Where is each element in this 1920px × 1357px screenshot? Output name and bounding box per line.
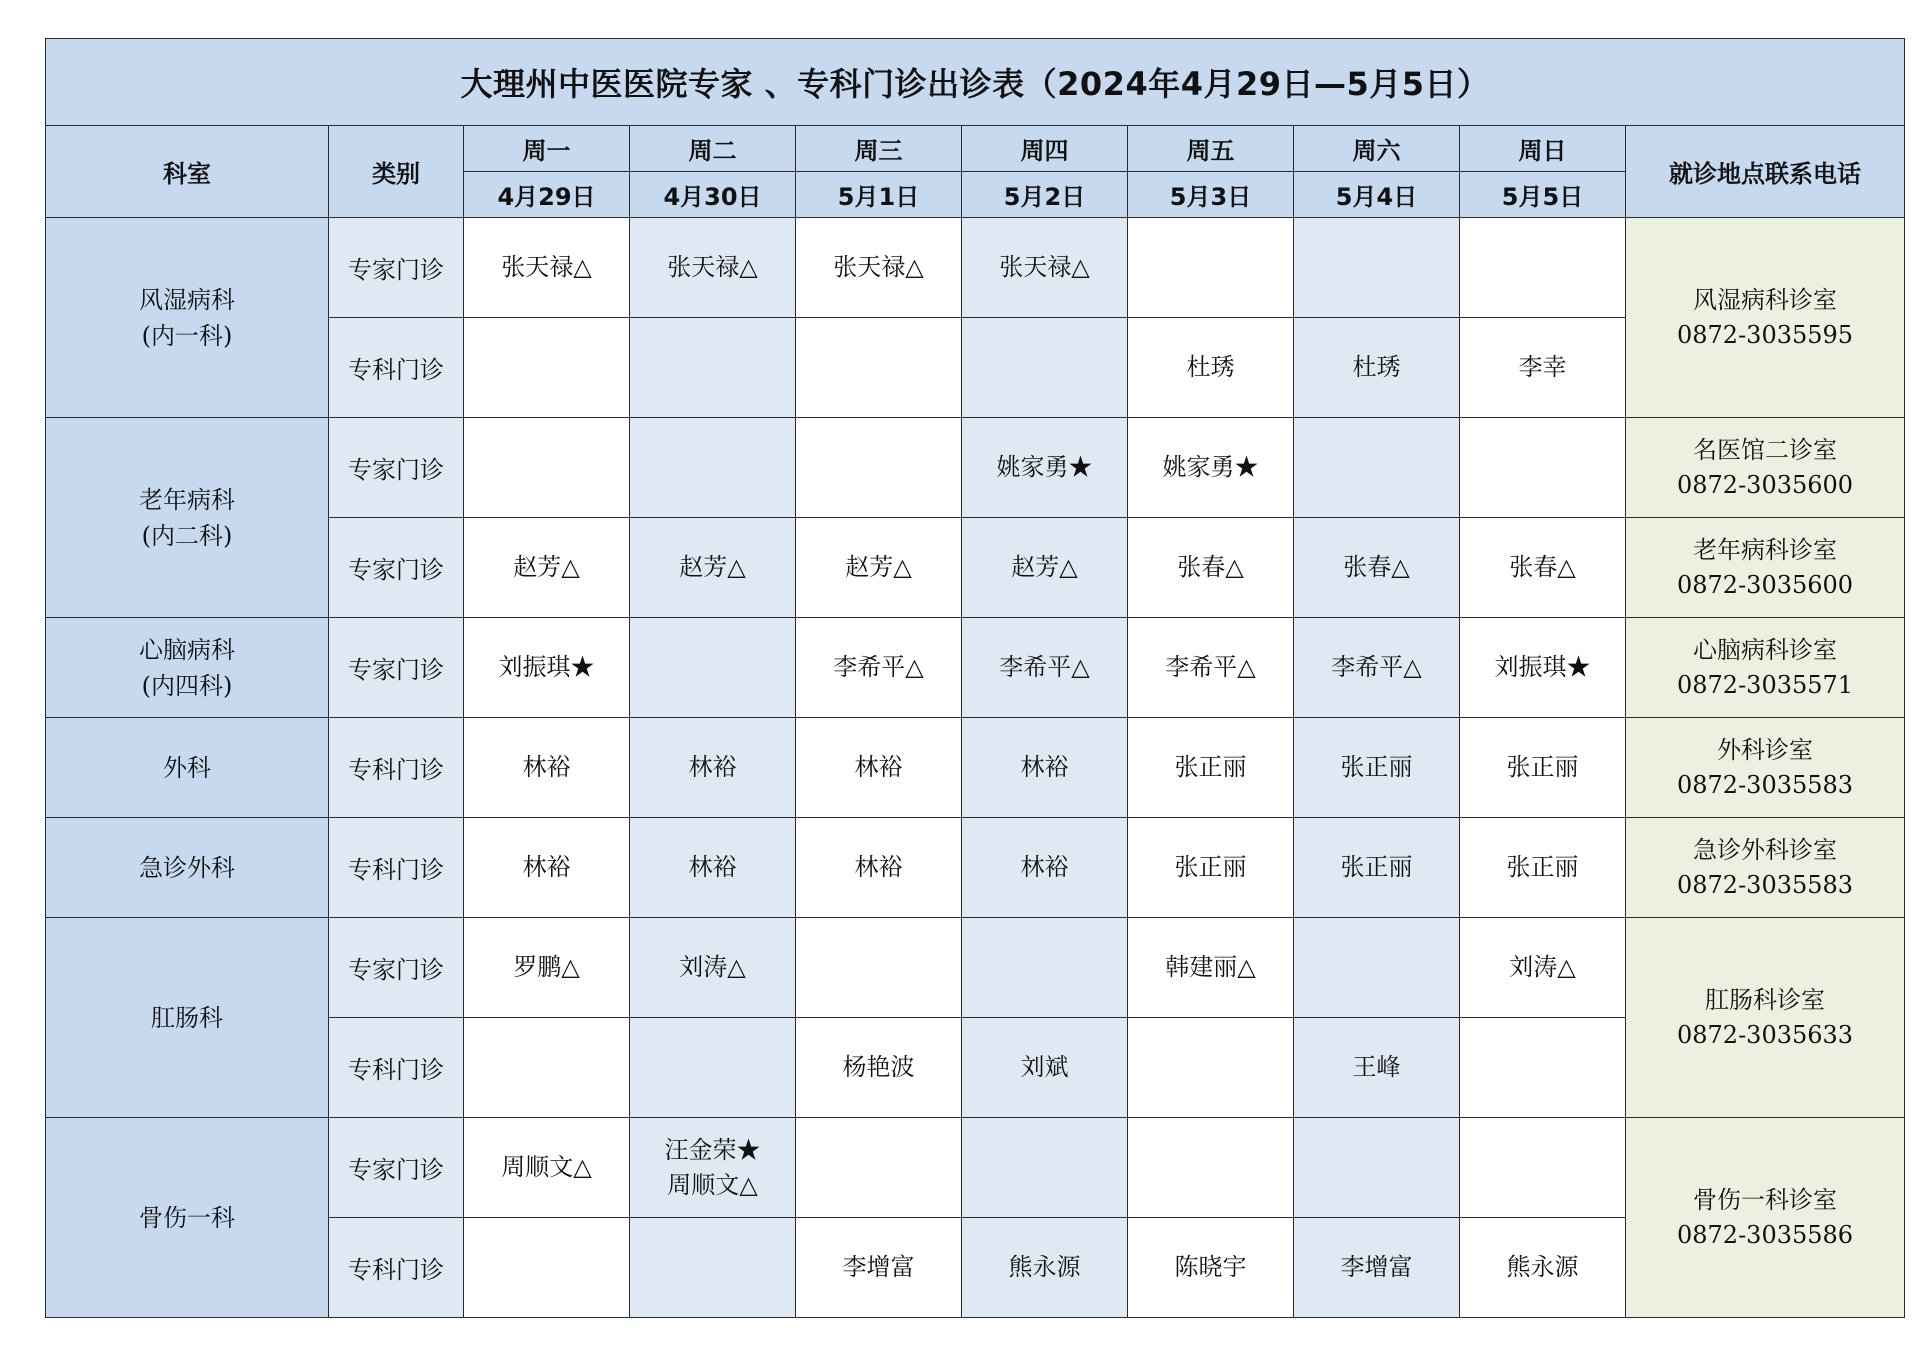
doctor-name: 张正丽 xyxy=(1506,853,1579,881)
location-place: 风湿病科诊室 xyxy=(1693,285,1838,314)
dept-name-line: (内一科) xyxy=(141,321,233,350)
doctor-cell xyxy=(1294,1118,1460,1218)
weekday-header: 周三 xyxy=(796,126,962,172)
doctor-cell xyxy=(630,918,796,1018)
doctor-name: 李希平△ xyxy=(999,653,1090,681)
doctor-cell xyxy=(464,1018,630,1118)
doctor-name: 张春△ xyxy=(1343,553,1410,581)
dept-name-line: 骨伤一科 xyxy=(139,1203,235,1232)
doctor-name: 刘涛△ xyxy=(679,953,746,981)
dept-name-line: 外科 xyxy=(163,753,211,782)
weekday-header: 周四 xyxy=(962,126,1128,172)
doctor-cell xyxy=(796,1218,962,1318)
doctor-cell xyxy=(630,518,796,618)
category-cell: 专科门诊 xyxy=(329,718,464,818)
dept-name-cell xyxy=(46,1118,329,1318)
doctor-name: 张正丽 xyxy=(1340,853,1413,881)
doctor-cell xyxy=(1128,218,1294,318)
doctor-cell xyxy=(464,1118,630,1218)
dept-name-cell xyxy=(46,618,329,718)
doctor-cell xyxy=(796,318,962,418)
doctor-name: 李增富 xyxy=(842,1253,915,1281)
category-cell: 专家门诊 xyxy=(329,518,464,618)
weekday-header: 周二 xyxy=(630,126,796,172)
category-cell: 专科门诊 xyxy=(329,318,464,418)
doctor-cell xyxy=(796,518,962,618)
doctor-cell xyxy=(630,1118,796,1218)
doctor-name: 赵芳△ xyxy=(513,553,580,581)
location-phone: 0872-3035595 xyxy=(1676,320,1854,349)
dept-name-line: 肛肠科 xyxy=(151,1003,223,1032)
dept-name-cell xyxy=(46,718,329,818)
date-header: 5月3日 xyxy=(1128,172,1294,218)
category-cell: 专家门诊 xyxy=(329,1118,464,1218)
doctor-cell xyxy=(464,518,630,618)
doctor-name: 张天禄△ xyxy=(501,253,592,281)
doctor-name: 姚家勇★ xyxy=(1162,453,1259,481)
doctor-cell xyxy=(464,818,630,918)
doctor-cell xyxy=(1294,318,1460,418)
doctor-cell xyxy=(630,418,796,518)
doctor-name: 李幸 xyxy=(1518,353,1567,381)
table-row xyxy=(46,218,1905,318)
doctor-cell xyxy=(630,618,796,718)
dept-header: 科室 xyxy=(46,126,329,218)
doctor-cell xyxy=(1460,1218,1626,1318)
doctor-cell xyxy=(1460,418,1626,518)
doctor-name: 刘斌 xyxy=(1020,1053,1069,1081)
doctor-cell xyxy=(1128,918,1294,1018)
weekday-header: 周一 xyxy=(464,126,630,172)
location-cell xyxy=(1626,218,1905,418)
location-cell xyxy=(1626,1118,1905,1318)
page-title: 大理州中医医院专家 、专科门诊出诊表（2024年4月29日—5月5日） xyxy=(46,39,1905,126)
dept-name-line: 老年病科 xyxy=(139,485,235,514)
doctor-name: 罗鹏△ xyxy=(513,953,580,981)
doctor-cell xyxy=(1460,718,1626,818)
doctor-cell xyxy=(630,1218,796,1318)
location-place: 外科诊室 xyxy=(1717,735,1814,764)
dept-name-cell xyxy=(46,418,329,618)
doctor-name: 陈晓宇 xyxy=(1174,1253,1247,1281)
schedule-table xyxy=(45,38,1905,1318)
doctor-cell xyxy=(464,218,630,318)
doctor-cell xyxy=(1128,618,1294,718)
doctor-cell xyxy=(796,1118,962,1218)
location-place: 老年病科诊室 xyxy=(1693,535,1838,564)
doctor-name: 张正丽 xyxy=(1340,753,1413,781)
doctor-cell xyxy=(1128,1018,1294,1118)
doctor-cell xyxy=(962,318,1128,418)
location-cell xyxy=(1626,418,1905,518)
doctor-name: 林裕 xyxy=(854,853,903,881)
date-header: 5月5日 xyxy=(1460,172,1626,218)
location-phone: 0872-3035586 xyxy=(1676,1220,1854,1249)
dept-name-cell xyxy=(46,918,329,1118)
category-cell: 专科门诊 xyxy=(329,1218,464,1318)
doctor-name: 熊永源 xyxy=(1008,1253,1081,1281)
doctor-cell xyxy=(796,918,962,1018)
doctor-cell xyxy=(962,1118,1128,1218)
doctor-cell xyxy=(796,818,962,918)
doctor-cell xyxy=(464,418,630,518)
doctor-name: 林裕 xyxy=(522,853,571,881)
doctor-cell xyxy=(1460,618,1626,718)
doctor-name: 杨艳波 xyxy=(842,1053,915,1081)
doctor-cell xyxy=(464,1218,630,1318)
doctor-name: 张正丽 xyxy=(1174,753,1247,781)
doctor-cell xyxy=(630,718,796,818)
doctor-name: 王峰 xyxy=(1352,1053,1401,1081)
date-header: 4月29日 xyxy=(464,172,630,218)
dept-name-line: 心脑病科 xyxy=(139,635,235,664)
weekday-header: 周六 xyxy=(1294,126,1460,172)
location-place: 心脑病科诊室 xyxy=(1693,635,1838,664)
doctor-cell xyxy=(1294,518,1460,618)
doctor-name: 张天禄△ xyxy=(833,253,924,281)
doctor-cell xyxy=(1294,618,1460,718)
doctor-cell xyxy=(1460,318,1626,418)
table-row xyxy=(46,418,1905,518)
doctor-cell xyxy=(1460,518,1626,618)
doctor-cell xyxy=(796,618,962,718)
doctor-cell xyxy=(962,718,1128,818)
doctor-name: 林裕 xyxy=(522,753,571,781)
location-phone: 0872-3035633 xyxy=(1676,1020,1854,1049)
doctor-name: 张春△ xyxy=(1177,553,1244,581)
doctor-cell xyxy=(962,418,1128,518)
location-phone: 0872-3035583 xyxy=(1676,770,1854,799)
doctor-name: 李希平△ xyxy=(1331,653,1422,681)
doctor-cell xyxy=(1460,818,1626,918)
doctor-cell xyxy=(1128,418,1294,518)
location-place: 急诊外科诊室 xyxy=(1693,835,1838,864)
doctor-cell xyxy=(962,218,1128,318)
doctor-cell xyxy=(630,318,796,418)
date-header: 5月2日 xyxy=(962,172,1128,218)
doctor-cell xyxy=(962,818,1128,918)
doctor-cell xyxy=(796,418,962,518)
schedule-sheet xyxy=(45,38,1904,1318)
table-row xyxy=(46,918,1905,1018)
doctor-cell xyxy=(464,918,630,1018)
doctor-name: 周顺文△ xyxy=(501,1153,592,1181)
table-row xyxy=(46,818,1905,918)
doctor-name: 张正丽 xyxy=(1174,853,1247,881)
location-phone: 0872-3035600 xyxy=(1676,470,1854,499)
schedule-body xyxy=(46,218,1905,1318)
doctor-name: 赵芳△ xyxy=(1011,553,1078,581)
doctor-name: 李增富 xyxy=(1340,1253,1413,1281)
doctor-cell xyxy=(1294,718,1460,818)
doctor-cell xyxy=(1294,418,1460,518)
location-phone: 0872-3035571 xyxy=(1676,670,1854,699)
doctor-cell xyxy=(464,618,630,718)
location-cell xyxy=(1626,718,1905,818)
doctor-name: 赵芳△ xyxy=(845,553,912,581)
location-header: 就诊地点联系电话 xyxy=(1626,126,1905,218)
category-cell: 专科门诊 xyxy=(329,1018,464,1118)
doctor-cell xyxy=(630,218,796,318)
dept-name-line: (内二科) xyxy=(141,521,233,550)
doctor-name: 韩建丽△ xyxy=(1165,953,1256,981)
location-place: 肛肠科诊室 xyxy=(1705,985,1826,1014)
doctor-name: 林裕 xyxy=(688,753,737,781)
doctor-name: 林裕 xyxy=(854,753,903,781)
category-cell: 专家门诊 xyxy=(329,618,464,718)
doctor-cell xyxy=(1294,1218,1460,1318)
category-cell: 专家门诊 xyxy=(329,418,464,518)
doctor-name: 杜琇 xyxy=(1352,353,1401,381)
doctor-name: 汪金荣★ xyxy=(664,1135,761,1164)
doctor-cell xyxy=(464,718,630,818)
category-cell: 专家门诊 xyxy=(329,918,464,1018)
doctor-cell xyxy=(796,1018,962,1118)
doctor-name: 张天禄△ xyxy=(667,253,758,281)
dept-name-line: (内四科) xyxy=(141,671,233,700)
doctor-cell xyxy=(1460,1118,1626,1218)
doctor-cell xyxy=(1294,218,1460,318)
table-row xyxy=(46,618,1905,718)
doctor-cell xyxy=(796,718,962,818)
doctor-cell xyxy=(1294,1018,1460,1118)
doctor-cell xyxy=(962,618,1128,718)
dept-name-cell xyxy=(46,218,329,418)
doctor-name: 姚家勇★ xyxy=(996,453,1093,481)
doctor-cell xyxy=(962,918,1128,1018)
doctor-cell xyxy=(1128,1118,1294,1218)
doctor-cell xyxy=(962,1018,1128,1118)
table-row xyxy=(46,1118,1905,1218)
location-cell xyxy=(1626,518,1905,618)
doctor-name: 张天禄△ xyxy=(999,253,1090,281)
doctor-name: 刘振琪★ xyxy=(498,653,595,681)
doctor-name: 刘振琪★ xyxy=(1494,653,1591,681)
doctor-name: 林裕 xyxy=(688,853,737,881)
doctor-cell xyxy=(1294,918,1460,1018)
doctor-name: 刘涛△ xyxy=(1509,953,1576,981)
dept-name-line: 风湿病科 xyxy=(139,285,235,314)
doctor-name: 林裕 xyxy=(1020,753,1069,781)
date-header: 5月4日 xyxy=(1294,172,1460,218)
doctor-cell xyxy=(1128,1218,1294,1318)
date-header: 4月30日 xyxy=(630,172,796,218)
doctor-cell xyxy=(1460,1018,1626,1118)
doctor-name: 杜琇 xyxy=(1186,353,1235,381)
doctor-name: 熊永源 xyxy=(1506,1253,1579,1281)
doctor-cell xyxy=(1294,818,1460,918)
doctor-cell xyxy=(630,818,796,918)
dept-name-cell xyxy=(46,818,329,918)
doctor-cell xyxy=(1128,718,1294,818)
doctor-cell xyxy=(1460,918,1626,1018)
doctor-name: 张正丽 xyxy=(1506,753,1579,781)
location-place: 名医馆二诊室 xyxy=(1693,435,1838,464)
doctor-name: 赵芳△ xyxy=(679,553,746,581)
location-cell xyxy=(1626,818,1905,918)
location-place: 骨伤一科诊室 xyxy=(1693,1185,1838,1214)
doctor-cell xyxy=(1128,818,1294,918)
location-phone: 0872-3035583 xyxy=(1676,870,1854,899)
doctor-cell xyxy=(796,218,962,318)
doctor-name: 李希平△ xyxy=(1165,653,1256,681)
weekday-header: 周日 xyxy=(1460,126,1626,172)
doctor-name: 张春△ xyxy=(1509,553,1576,581)
location-cell xyxy=(1626,918,1905,1118)
doctor-name: 林裕 xyxy=(1020,853,1069,881)
doctor-cell xyxy=(962,1218,1128,1318)
category-cell: 专科门诊 xyxy=(329,818,464,918)
category-cell: 专家门诊 xyxy=(329,218,464,318)
doctor-cell xyxy=(1128,318,1294,418)
location-phone: 0872-3035600 xyxy=(1676,570,1854,599)
doctor-cell xyxy=(630,1018,796,1118)
doctor-cell xyxy=(464,318,630,418)
dept-name-line: 急诊外科 xyxy=(139,853,235,882)
weekday-header: 周五 xyxy=(1128,126,1294,172)
doctor-name: 李希平△ xyxy=(833,653,924,681)
doctor-cell xyxy=(962,518,1128,618)
doctor-cell xyxy=(1128,518,1294,618)
table-row xyxy=(46,718,1905,818)
date-header: 5月1日 xyxy=(796,172,962,218)
doctor-name: 周顺文△ xyxy=(667,1170,758,1199)
doctor-cell xyxy=(1460,218,1626,318)
category-header: 类别 xyxy=(329,126,464,218)
location-cell xyxy=(1626,618,1905,718)
